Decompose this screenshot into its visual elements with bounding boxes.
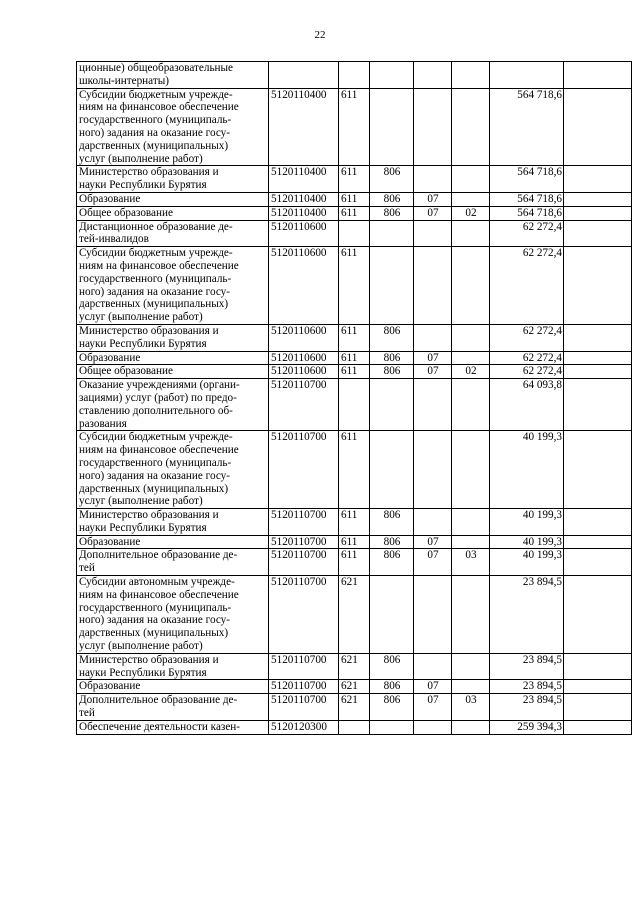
cell-ministry: 806 <box>370 351 414 365</box>
cell-extra <box>564 576 632 654</box>
cell-name: Образование <box>77 192 269 206</box>
cell-section <box>414 379 452 431</box>
cell-name: Субсидии бюджетным учрежде- ниям на финансовое обеспечение государственного (муниципаль- ного) задания на оказание госу- дарственных (муниципальных) услуг (выполнение работ) <box>77 247 269 325</box>
cell-expense-type: 611 <box>339 88 370 166</box>
cell-subsection <box>452 720 490 734</box>
cell-target-code: 5120110700 <box>269 509 339 536</box>
cell-ministry <box>370 720 414 734</box>
cell-extra <box>564 720 632 734</box>
table-row <box>77 720 632 734</box>
cell-subsection: 02 <box>452 365 490 379</box>
cell-section <box>414 431 452 509</box>
cell-target-code: 5120110700 <box>269 535 339 549</box>
cell-section <box>414 324 452 351</box>
cell-section: 07 <box>414 351 452 365</box>
cell-subsection: 03 <box>452 694 490 721</box>
cell-subsection <box>452 680 490 694</box>
cell-sum: 564 718,6 <box>490 192 564 206</box>
cell-ministry: 806 <box>370 324 414 351</box>
cell-name: Оказание учреждениями (органи- зациями) услуг (работ) по предо- ставлению дополнительного об- разования <box>77 379 269 431</box>
cell-name: Министерство образования и науки Республики Бурятия <box>77 509 269 536</box>
cell-sum: 62 272,4 <box>490 247 564 325</box>
cell-name: Министерство образования и науки Республики Бурятия <box>77 653 269 680</box>
table-row <box>77 379 632 431</box>
cell-subsection <box>452 324 490 351</box>
cell-target-code: 5120110400 <box>269 88 339 166</box>
table-row <box>77 88 632 166</box>
cell-ministry: 806 <box>370 535 414 549</box>
table-row <box>77 206 632 220</box>
cell-subsection <box>452 166 490 193</box>
cell-target-code: 5120110400 <box>269 192 339 206</box>
cell-subsection <box>452 88 490 166</box>
cell-name: Общее образование <box>77 365 269 379</box>
cell-ministry <box>370 247 414 325</box>
cell-extra <box>564 431 632 509</box>
cell-name: Субсидии бюджетным учрежде- ниям на финансовое обеспечение государственного (муниципаль- ного) задания на оказание госу- дарственных (муниципальных) услуг (выполнение работ) <box>77 431 269 509</box>
cell-section <box>414 220 452 247</box>
cell-target-code: 5120110700 <box>269 653 339 680</box>
cell-expense-type <box>339 379 370 431</box>
table-row <box>77 62 632 89</box>
cell-extra <box>564 653 632 680</box>
cell-subsection <box>452 379 490 431</box>
cell-section <box>414 653 452 680</box>
cell-extra <box>564 220 632 247</box>
cell-sum: 564 718,6 <box>490 166 564 193</box>
cell-sum: 23 894,5 <box>490 694 564 721</box>
cell-name: Образование <box>77 680 269 694</box>
cell-target-code: 5120110700 <box>269 431 339 509</box>
cell-extra <box>564 351 632 365</box>
table-row <box>77 220 632 247</box>
table-row <box>77 247 632 325</box>
cell-target-code: 5120110400 <box>269 206 339 220</box>
cell-section: 07 <box>414 535 452 549</box>
cell-extra <box>564 62 632 89</box>
cell-section: 07 <box>414 549 452 576</box>
cell-sum: 23 894,5 <box>490 680 564 694</box>
cell-target-code: 5120110700 <box>269 379 339 431</box>
budget-table-body <box>77 62 632 735</box>
cell-ministry: 806 <box>370 509 414 536</box>
cell-extra <box>564 88 632 166</box>
cell-name: Министерство образования и науки Республики Бурятия <box>77 324 269 351</box>
cell-target-code: 5120110700 <box>269 549 339 576</box>
cell-name: Дополнительное образование де- тей <box>77 694 269 721</box>
table-row <box>77 535 632 549</box>
cell-ministry: 806 <box>370 549 414 576</box>
cell-extra <box>564 549 632 576</box>
cell-subsection <box>452 535 490 549</box>
cell-section: 07 <box>414 680 452 694</box>
table-row <box>77 549 632 576</box>
cell-expense-type <box>339 62 370 89</box>
cell-sum: 259 394,3 <box>490 720 564 734</box>
cell-section: 07 <box>414 206 452 220</box>
cell-name: Субсидии бюджетным учрежде- ниям на финансовое обеспечение государственного (муниципаль- ного) задания на оказание госу- дарственных (муниципальных) услуг (выполнение работ) <box>77 88 269 166</box>
cell-expense-type: 621 <box>339 680 370 694</box>
cell-sum: 40 199,3 <box>490 549 564 576</box>
cell-expense-type: 611 <box>339 351 370 365</box>
cell-ministry: 806 <box>370 680 414 694</box>
cell-section <box>414 720 452 734</box>
cell-target-code <box>269 62 339 89</box>
cell-extra <box>564 192 632 206</box>
cell-subsection: 02 <box>452 206 490 220</box>
cell-name: Дополнительное образование де- тей <box>77 549 269 576</box>
table-row <box>77 694 632 721</box>
cell-expense-type: 611 <box>339 166 370 193</box>
cell-ministry: 806 <box>370 192 414 206</box>
cell-name: Образование <box>77 535 269 549</box>
cell-target-code: 5120110400 <box>269 166 339 193</box>
page-number: 22 <box>314 29 326 41</box>
cell-section <box>414 88 452 166</box>
cell-section <box>414 247 452 325</box>
cell-target-code: 5120110700 <box>269 694 339 721</box>
table-row <box>77 431 632 509</box>
cell-section: 07 <box>414 694 452 721</box>
cell-sum: 23 894,5 <box>490 576 564 654</box>
cell-sum: 62 272,4 <box>490 351 564 365</box>
cell-expense-type <box>339 720 370 734</box>
cell-extra <box>564 365 632 379</box>
cell-expense-type: 621 <box>339 576 370 654</box>
cell-ministry <box>370 62 414 89</box>
cell-name: Общее образование <box>77 206 269 220</box>
table-row <box>77 680 632 694</box>
cell-extra <box>564 694 632 721</box>
cell-target-code: 5120110700 <box>269 680 339 694</box>
cell-name: Образование <box>77 351 269 365</box>
cell-expense-type: 611 <box>339 509 370 536</box>
cell-ministry <box>370 431 414 509</box>
cell-section: 07 <box>414 192 452 206</box>
cell-expense-type: 611 <box>339 431 370 509</box>
cell-expense-type: 611 <box>339 365 370 379</box>
cell-target-code: 5120110600 <box>269 220 339 247</box>
cell-sum: 23 894,5 <box>490 653 564 680</box>
cell-extra <box>564 247 632 325</box>
cell-target-code: 5120110600 <box>269 351 339 365</box>
cell-name: ционные) общеобразовательные школы-интернаты) <box>77 62 269 89</box>
budget-table <box>76 61 632 735</box>
cell-subsection <box>452 220 490 247</box>
cell-subsection <box>452 431 490 509</box>
cell-target-code: 5120110700 <box>269 576 339 654</box>
cell-section <box>414 166 452 193</box>
cell-extra <box>564 206 632 220</box>
cell-sum: 564 718,6 <box>490 88 564 166</box>
cell-target-code: 5120110600 <box>269 365 339 379</box>
cell-extra <box>564 535 632 549</box>
cell-extra <box>564 324 632 351</box>
cell-expense-type: 611 <box>339 192 370 206</box>
cell-sum: 64 093,8 <box>490 379 564 431</box>
table-row <box>77 653 632 680</box>
cell-target-code: 5120110600 <box>269 324 339 351</box>
table-row <box>77 192 632 206</box>
cell-name: Субсидии автономным учрежде- ниям на финансовое обеспечение государственного (муниципаль- ного) задания на оказание госу- дарственных (муниципальных) услуг (выполнение работ) <box>77 576 269 654</box>
cell-section <box>414 576 452 654</box>
table-row <box>77 166 632 193</box>
cell-sum: 40 199,3 <box>490 535 564 549</box>
cell-extra <box>564 166 632 193</box>
cell-expense-type: 621 <box>339 653 370 680</box>
cell-section <box>414 509 452 536</box>
cell-expense-type <box>339 220 370 247</box>
cell-ministry <box>370 220 414 247</box>
table-row <box>77 509 632 536</box>
table-row <box>77 324 632 351</box>
cell-extra <box>564 680 632 694</box>
cell-ministry: 806 <box>370 653 414 680</box>
cell-expense-type: 621 <box>339 694 370 721</box>
cell-ministry <box>370 576 414 654</box>
table-row <box>77 365 632 379</box>
cell-target-code: 5120110600 <box>269 247 339 325</box>
cell-subsection <box>452 653 490 680</box>
cell-expense-type: 611 <box>339 247 370 325</box>
cell-sum: 62 272,4 <box>490 324 564 351</box>
cell-subsection <box>452 192 490 206</box>
cell-section: 07 <box>414 365 452 379</box>
cell-sum: 40 199,3 <box>490 509 564 536</box>
cell-ministry: 806 <box>370 206 414 220</box>
cell-subsection <box>452 247 490 325</box>
cell-ministry <box>370 88 414 166</box>
cell-extra <box>564 379 632 431</box>
cell-ministry: 806 <box>370 694 414 721</box>
cell-sum: 40 199,3 <box>490 431 564 509</box>
cell-expense-type: 611 <box>339 535 370 549</box>
cell-ministry: 806 <box>370 166 414 193</box>
table-row <box>77 576 632 654</box>
table-row <box>77 351 632 365</box>
cell-expense-type: 611 <box>339 206 370 220</box>
cell-name: Обеспечение деятельности казен- <box>77 720 269 734</box>
cell-subsection: 03 <box>452 549 490 576</box>
cell-subsection <box>452 351 490 365</box>
cell-sum: 62 272,4 <box>490 365 564 379</box>
cell-subsection <box>452 62 490 89</box>
cell-ministry: 806 <box>370 365 414 379</box>
cell-name: Министерство образования и науки Республики Бурятия <box>77 166 269 193</box>
cell-section <box>414 62 452 89</box>
cell-target-code: 5120120300 <box>269 720 339 734</box>
cell-subsection <box>452 576 490 654</box>
cell-expense-type: 611 <box>339 324 370 351</box>
cell-sum: 564 718,6 <box>490 206 564 220</box>
cell-extra <box>564 509 632 536</box>
cell-subsection <box>452 509 490 536</box>
cell-expense-type: 611 <box>339 549 370 576</box>
cell-sum: 62 272,4 <box>490 220 564 247</box>
cell-name: Дистанционное образование де- тей-инвалидов <box>77 220 269 247</box>
cell-ministry <box>370 379 414 431</box>
cell-sum <box>490 62 564 89</box>
